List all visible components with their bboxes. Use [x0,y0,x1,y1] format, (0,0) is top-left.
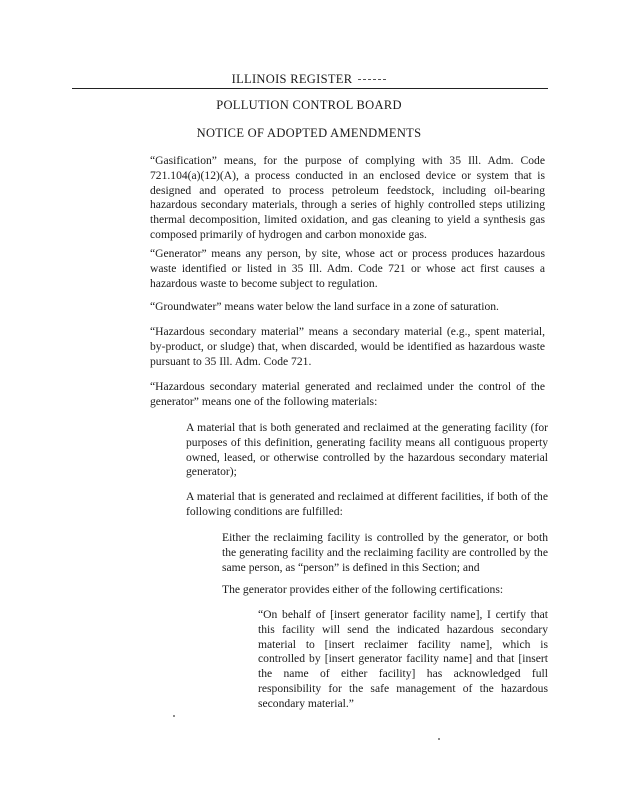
definition-generator: “Generator” means any person, by site, whose act or process produces hazardous waste identified or listed in 35 Ill. Adm. Code 721 or whose act first causes a hazardous waste to become subject to regulation. [150,247,545,290]
subsection-b-2: The generator provides either of the following certifications: [222,583,504,596]
agency-name: POLLUTION CONTROL BOARD [216,98,402,112]
scan-speck [438,738,440,740]
header-dash-mark [358,79,386,80]
scan-speck [173,715,175,717]
header-rule [72,88,548,89]
subsection-b-1: Either the reclaiming facility is controlled by the generator, or both the generating facility and the reclaiming facility are controlled by the same person, as “person” is defined in this Section; and [222,531,548,574]
certification-statement: “On behalf of [insert generator facility name], I certify that this facility will send the indicated hazardous secondary material to [insert reclaimer facility name], which is controlled by [insert generator facility name] and that [insert the name of either facility] has acknowledged full responsibility for the safe management of the hazardous secondary material.” [258,608,548,710]
notice-title: NOTICE OF ADOPTED AMENDMENTS [196,126,422,140]
subsection-b: A material that is generated and reclaimed at different facilities, if both of the following conditions are fulfilled: [186,490,548,518]
register-title-text: ILLINOIS REGISTER [231,72,353,86]
definition-hazardous-secondary-material: “Hazardous secondary material” means a secondary material (e.g., spent material, by-product, or sludge) that, when discarded, would be identified as hazardous waste pursuant to 35 Ill. Adm. Code 721. [150,325,545,368]
subsection-a: A material that is both generated and reclaimed at the generating facility (for purposes of this definition, generating facility means all contiguous property owned, leased, or otherwise controlled by the hazardous secondary material generator); [186,421,548,479]
definition-groundwater: “Groundwater” means water below the land surface in a zone of saturation. [150,300,499,313]
register-title [0,72,618,87]
definition-gasification: “Gasification” means, for the purpose of complying with 35 Ill. Adm. Code 721.104(a)(12)(A), a process conducted in an enclosed device or system that is designed and operated to process petroleum feedstock, including oil-bearing hazardous secondary materials, through a series of highly controlled steps utilizing thermal decomposition, limited oxidation, and gas cleaning to yield a synthesis gas composed primarily of hydrogen and carbon monoxide gas. [150,154,545,241]
definition-hsm-generated-reclaimed: “Hazardous secondary material generated and reclaimed under the control of the generator” means one of the following materials: [150,380,545,408]
